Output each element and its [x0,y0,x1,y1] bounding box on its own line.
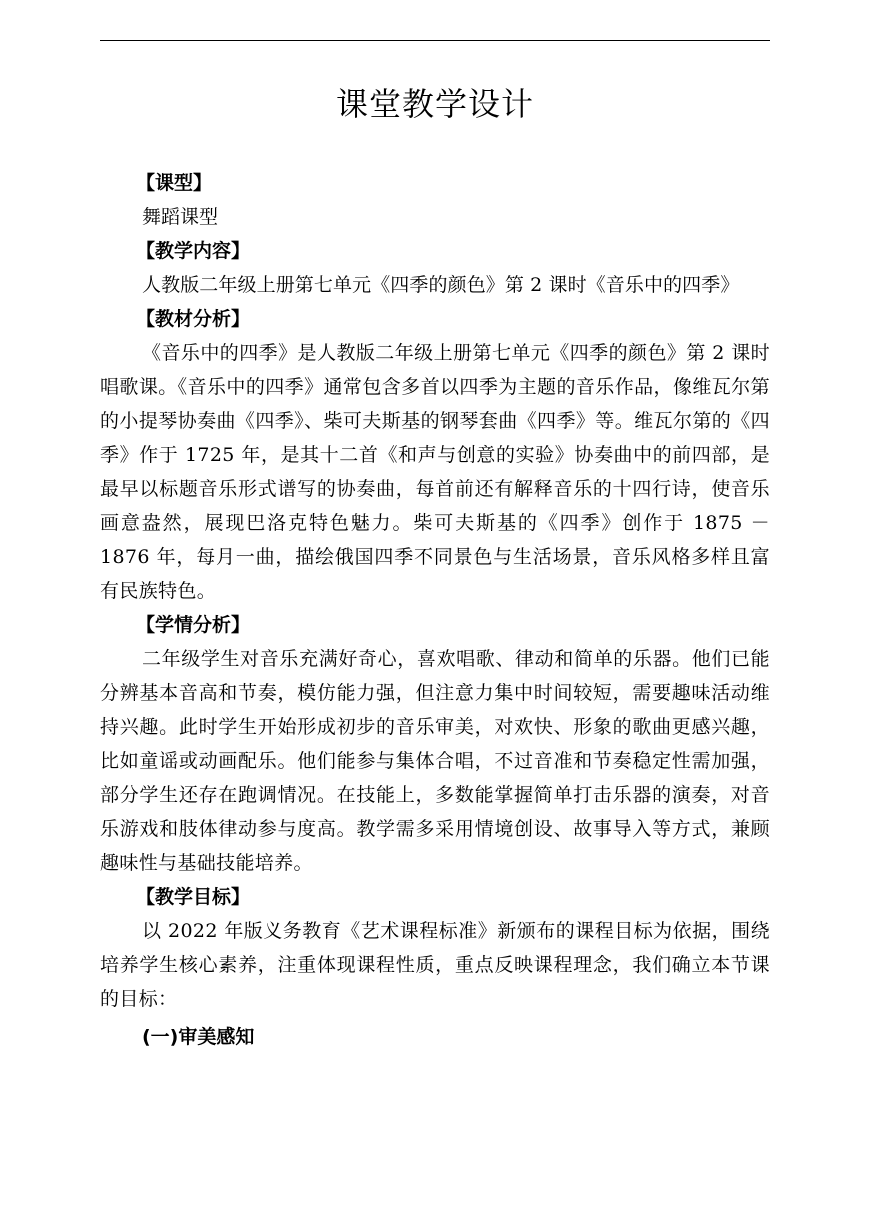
document-title: 课堂教学设计 [335,85,534,123]
section-paragraph-goals: 以 2022 年版义务教育《艺术课程标准》新颁布的课程目标为依据，围绕培养学生核心素养，注重体现课程性质，重点反映课程理念，我们确立本节课的目标： [100,920,770,1010]
section-text-content: 人教版二年级上册第七单元《四季的颜色》第 2 课时《音乐中的四季》 [142,274,740,296]
subheading-aesthetic-perception: (一)审美感知 [142,1026,255,1048]
section-paragraph-learners: 二年级学生对音乐充满好奇心，喜欢唱歌、律动和简单的乐器。他们已能分辨基本音高和节奏，模仿能力强，但注意力集中时间较短，需要趣味活动维持兴趣。此时学生开始形成初步的音乐审美，对欢快、形象的歌曲更感兴趣，比如童谣或动画配乐。他们能参与集体合唱，不过音准和节奏稳定性需加强，部分学生还存在跑调情况。在技能上，多数能掌握简单打击乐器的演奏，对音乐游戏和肢体律动参与度高。教学需多采用情境创设、故事导入等方式，兼顾趣味性与基础技能培养。 [100,648,770,874]
header-rule [100,40,770,41]
section-paragraph-material: 《音乐中的四季》是人教版二年级上册第七单元《四季的颜色》第 2 课时唱歌课。《音乐中的四季》通常包含多首以四季为主题的音乐作品，像维瓦尔第的小提琴协奏曲《四季》、柴可夫斯基的钢琴套曲《四季》等。维瓦尔第的《四季》作于 1725 年，是其十二首《和声与创意的实验》协奏曲中的前四部，是最早以标题音乐形式谱写的协奏曲，每首前还有解释音乐的十四行诗，使音乐画意盎然，展现巴洛克特色魅力。柴可夫斯基的《四季》创作于 1875 － 1876 年，每月一曲，描绘俄国四季不同景色与生活场景，音乐风格多样且富有民族特色。 [100,342,770,602]
section-heading-content: 【教学内容】 [136,240,251,262]
section-heading-material: 【教材分析】 [136,308,251,330]
section-text-type: 舞蹈课型 [142,206,219,228]
section-heading-type: 【课型】 [136,172,213,194]
section-heading-goals: 【教学目标】 [136,886,251,908]
section-heading-learners: 【学情分析】 [136,614,251,636]
document-body [100,166,770,1054]
